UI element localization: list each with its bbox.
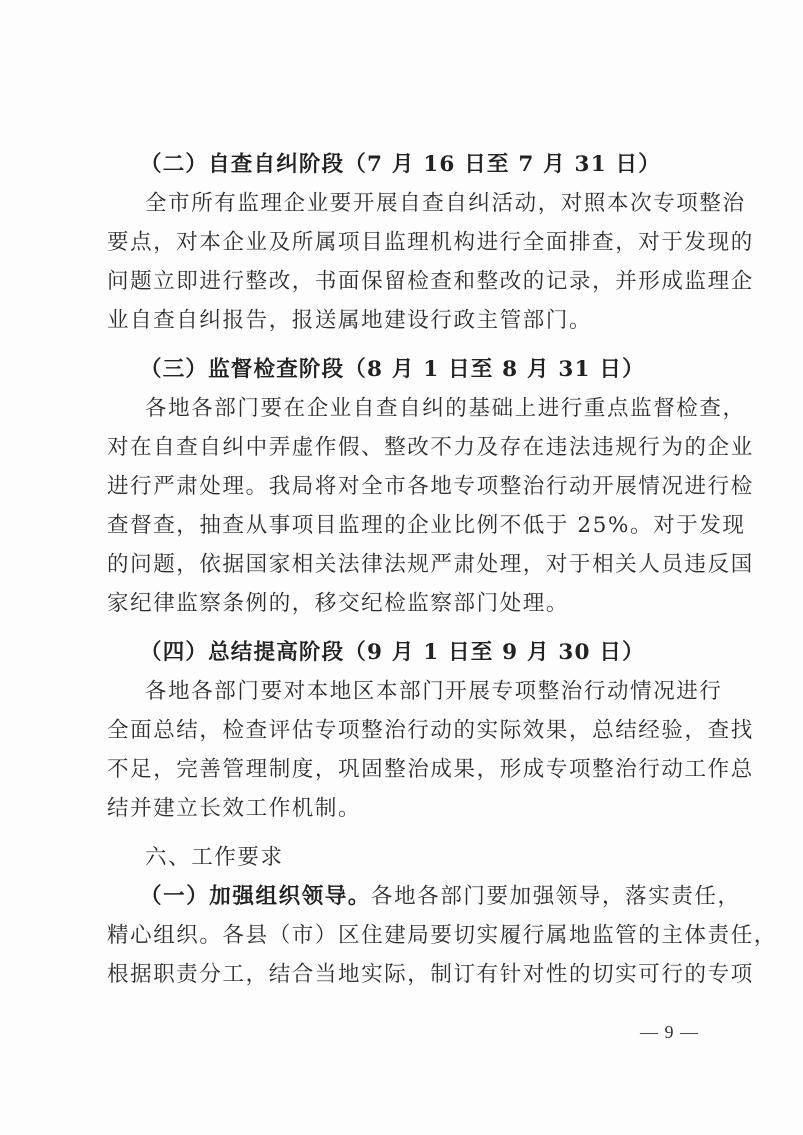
paragraph-line: 的问题，依据国家相关法律法规严肃处理，对于相关人员违反国 [107,552,754,577]
heading-summary-stage: （四）总结提高阶段（9 月 1 日至 9 月 30 日） [140,640,645,665]
paragraph-line: 对在自查自纠中弄虚作假、整改不力及存在违法违规行为的企业 [107,435,754,460]
heading-self-inspection-stage: （二）自查自纠阶段（7 月 16 日至 7 月 31 日） [140,152,661,177]
paragraph-line: 结并建立长效工作机制。 [107,796,362,821]
paragraph-line: 各地各部门要对本地区本部门开展专项整治行动情况进行 [145,679,723,704]
paragraph-line: 根据职责分工，结合当地实际，制订有针对性的切实可行的专项 [107,962,754,987]
paragraph-line: 全面总结，检查评估专项整治行动的实际效果，总结经验，查找 [107,718,754,743]
paragraph-line: 进行严肃处理。我局将对全市各地专项整治行动开展情况进行检 [107,474,754,499]
paragraph-text: 各地各部门要加强领导，落实责任， [371,884,741,909]
paragraph-line: 要点，对本企业及所属项目监理机构进行全面排查，对于发现的 [107,230,754,255]
paragraph-line: 各地各部门要在企业自查自纠的基础上进行重点监督检查， [145,396,746,421]
paragraph-line: 查督查，抽查从事项目监理的企业比例不低于 25%。对于发现 [107,513,746,538]
paragraph-line-with-lead [140,882,741,912]
section-heading-work-requirements: 六、工作要求 [145,845,284,870]
page-number: — 9 — [640,1022,699,1042]
paragraph-line: 全市所有监理企业要开展自查自纠活动，对照本次专项整治 [145,191,746,216]
paragraph-line: 家纪律监察条例的，移交纪检监察部门处理。 [107,591,570,616]
bold-lead-strengthen-leadership: （一）加强组织领导。 [140,884,372,909]
paragraph-line: 不足，完善管理制度，巩固整治成果，形成专项整治行动工作总 [107,757,754,782]
heading-supervision-stage: （三）监督检查阶段（8 月 1 日至 8 月 31 日） [140,357,645,382]
paragraph-line: 问题立即进行整改，书面保留检查和整改的记录，并形成监理企 [107,269,754,294]
paragraph-line: 业自查自纠报告，报送属地建设行政主管部门。 [107,308,593,333]
paragraph-line: 精心组织。各县（市）区住建局要切实履行属地监管的主体责任， [107,923,777,948]
